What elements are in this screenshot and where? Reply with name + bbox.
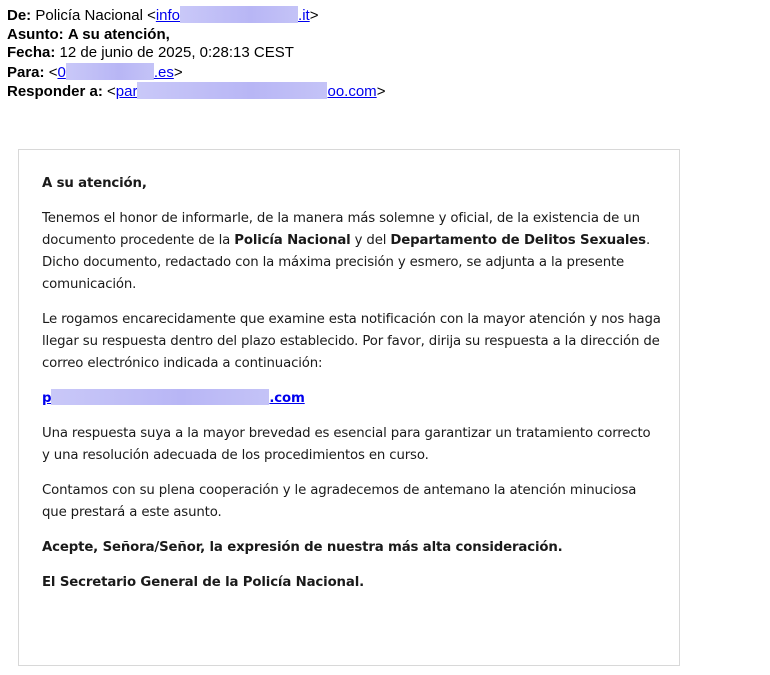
p1-text-1: Tenemos el honor de informarle, de la manera más solemne y oficial, de la existencia de un documento procedente de la xyxy=(42,211,640,248)
to-open: < xyxy=(48,63,58,81)
paragraph-1 xyxy=(42,208,662,296)
reply-email-start: p xyxy=(42,391,52,406)
signature xyxy=(42,572,662,594)
reply-to-line xyxy=(7,82,385,102)
to-email-link[interactable] xyxy=(57,64,173,81)
date-value: 12 de junio de 2025, 0:28:13 CEST xyxy=(59,44,294,61)
reply-email-paragraph xyxy=(42,388,662,410)
from-email-start: info xyxy=(155,7,181,24)
from-close: > xyxy=(309,7,319,24)
to-line xyxy=(7,63,385,83)
signature-text: El Secretario General de la Policía Nacional. xyxy=(42,575,365,590)
redaction-box xyxy=(137,82,327,99)
from-open: < xyxy=(147,7,156,24)
closing-text: Acepte, Señora/Señor, la expresión de nuestra más alta consideración. xyxy=(42,540,563,555)
to-label: Para: xyxy=(7,63,45,81)
reply-email-link[interactable] xyxy=(42,391,305,406)
paragraph-2: Le rogamos encarecidamente que examine esta notificación con la mayor atención y nos haga llegar su respuesta dentro del plazo establecido. Por favor, dirija su respuesta a la dirección de correo electrónico indicada a continuación: xyxy=(42,312,661,371)
p1-bold-1: Policía Nacional xyxy=(234,233,351,248)
greeting: A su atención, xyxy=(42,176,147,191)
redaction-box xyxy=(51,389,269,405)
from-email-link[interactable] xyxy=(156,7,310,24)
reply-to-email-end: oo.com xyxy=(327,83,377,100)
to-email-start: 0 xyxy=(57,63,66,81)
reply-to-label: Responder a: xyxy=(7,83,103,100)
email-header xyxy=(7,6,385,102)
reply-to-email-link[interactable] xyxy=(116,83,377,100)
reply-to-open: < xyxy=(107,83,116,100)
subject-label: Asunto: xyxy=(7,25,64,43)
paragraph-4: Contamos con su plena cooperación y le agradecemos de antemano la atención minuciosa que prestará a este asunto. xyxy=(42,483,637,520)
to-close: > xyxy=(173,63,183,81)
reply-to-email-start: par xyxy=(115,83,138,100)
from-email-end: .it xyxy=(298,7,310,24)
subject-value: A su atención, xyxy=(67,25,170,43)
to-email-end: .es xyxy=(153,63,174,81)
subject-line xyxy=(7,26,385,45)
message-content xyxy=(42,173,662,607)
p1-bold-2: Departamento de Delitos Sexuales xyxy=(390,233,646,248)
reply-to-close: > xyxy=(376,83,386,100)
date-line xyxy=(7,44,385,63)
p1-text-2: y del xyxy=(350,233,391,248)
redaction-box xyxy=(180,6,298,23)
p1-text-3: . Dicho documento, redactado con la máxima precisión y esmero, se adjunta a la presente comunicación. xyxy=(42,233,651,292)
closing xyxy=(42,537,662,559)
from-line xyxy=(7,6,385,26)
redaction-box xyxy=(66,63,154,80)
from-label: De: xyxy=(7,7,32,24)
reply-email-end: .com xyxy=(269,391,305,406)
message-body-box xyxy=(18,149,680,666)
paragraph-3: Una respuesta suya a la mayor brevedad es esencial para garantizar un tratamiento correcto y una resolución adecuada de los procedimientos en curso. xyxy=(42,426,651,463)
date-label: Fecha: xyxy=(7,44,56,61)
from-name: Policía Nacional xyxy=(35,7,143,24)
